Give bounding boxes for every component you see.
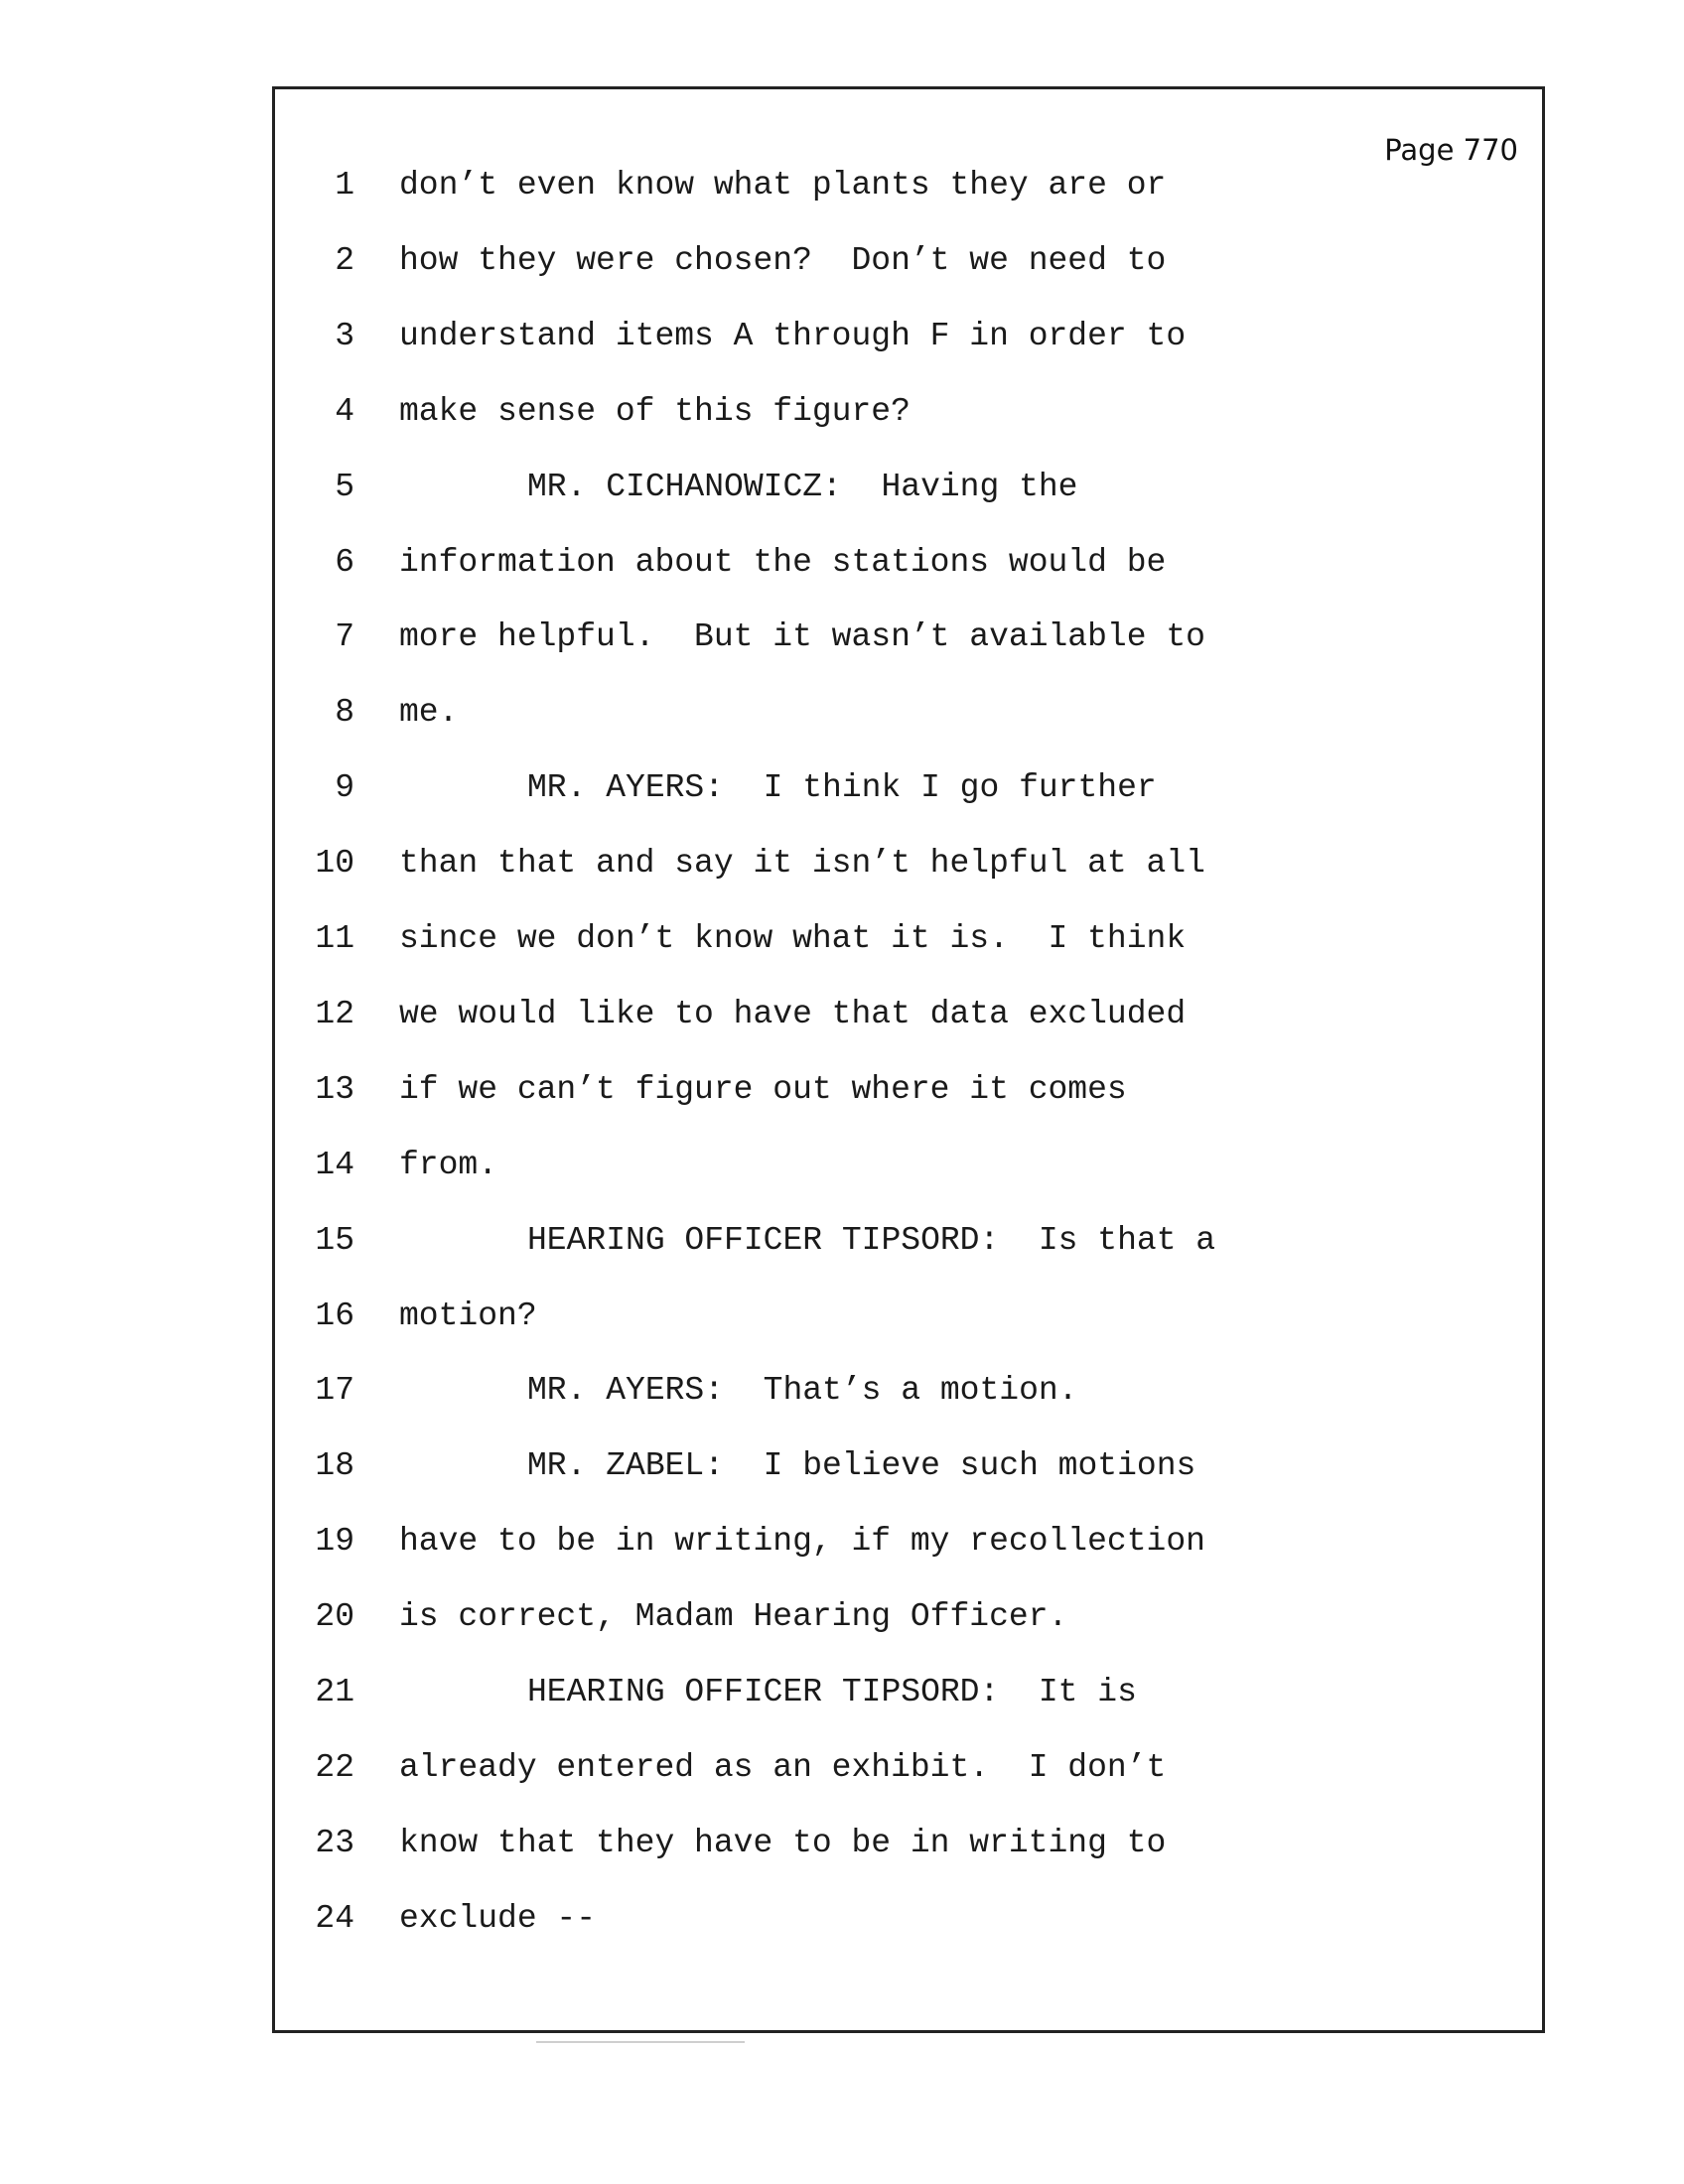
line-number: 17: [315, 1372, 354, 1410]
transcript-line: [275, 909, 1542, 969]
line-text: than that and say it isn’t helpful at all: [399, 845, 1205, 883]
line-text: MR. ZABEL: I believe such motions: [527, 1447, 1196, 1485]
transcript-line: [275, 307, 1542, 366]
transcript-line: [275, 1814, 1542, 1873]
line-number: 12: [315, 995, 354, 1032]
line-text: know that they have to be in writing to: [399, 1824, 1167, 1861]
line-number: 3: [335, 317, 354, 354]
line-text: understand items A through F in order to: [399, 317, 1187, 354]
page-number: Page 770: [1384, 133, 1518, 167]
line-number: 14: [315, 1146, 354, 1183]
transcript-line: [275, 1889, 1542, 1949]
line-text: HEARING OFFICER TIPSORD: It is: [527, 1674, 1137, 1710]
transcript-line: [275, 1060, 1542, 1120]
line-text: have to be in writing, if my recollection: [399, 1523, 1205, 1561]
line-text: make sense of this figure?: [399, 392, 911, 430]
line-text: we would like to have that data excluded: [399, 995, 1187, 1032]
line-number: 20: [315, 1598, 354, 1636]
line-text: since we don’t know what it is. I think: [399, 920, 1187, 957]
transcript-line: [275, 1663, 1542, 1722]
transcript-line: [275, 834, 1542, 893]
line-text: MR. AYERS: I think I go further: [527, 769, 1157, 807]
line-number: 24: [315, 1899, 354, 1937]
bottom-divider: [536, 2041, 745, 2043]
line-text: exclude --: [399, 1899, 597, 1937]
line-text: MR. AYERS: That’s a motion.: [527, 1372, 1078, 1410]
line-number: 23: [315, 1824, 354, 1861]
transcript-line: [275, 382, 1542, 442]
line-text: information about the stations would be: [399, 543, 1167, 581]
transcript-line: [275, 1587, 1542, 1647]
line-text: more helpful. But it wasn’t available to: [399, 618, 1205, 656]
line-number: 11: [315, 920, 354, 957]
line-number: 5: [335, 468, 354, 505]
line-text: me.: [399, 694, 459, 732]
line-number: 22: [315, 1748, 354, 1786]
line-number: 18: [315, 1447, 354, 1485]
line-number: 7: [335, 618, 354, 656]
transcript-line: [275, 985, 1542, 1044]
line-number: 1: [335, 167, 354, 204]
line-number: 15: [315, 1221, 354, 1259]
transcript-line: [275, 1211, 1542, 1271]
line-number: 4: [335, 392, 354, 430]
transcript-line: [275, 156, 1542, 215]
line-number: 6: [335, 543, 354, 581]
line-text: if we can’t figure out where it comes: [399, 1070, 1127, 1108]
line-text: from.: [399, 1146, 498, 1183]
transcript-line: [275, 608, 1542, 667]
line-number: 19: [315, 1523, 354, 1561]
line-number: 8: [335, 694, 354, 732]
line-text: how they were chosen? Don’t we need to: [399, 241, 1167, 279]
line-text: HEARING OFFICER TIPSORD: Is that a: [527, 1221, 1216, 1259]
line-text: motion?: [399, 1297, 537, 1334]
line-number: 2: [335, 241, 354, 279]
transcript-line: [275, 1738, 1542, 1798]
transcript-line: [275, 1287, 1542, 1346]
line-text: already entered as an exhibit. I don’t: [399, 1748, 1167, 1786]
transcript-line: [275, 231, 1542, 291]
line-text: is correct, Madam Hearing Officer.: [399, 1598, 1068, 1636]
transcript-line: [275, 683, 1542, 743]
transcript-line: [275, 458, 1542, 517]
transcript-line: [275, 1136, 1542, 1195]
transcript-page: [272, 86, 1545, 2033]
transcript-line: [275, 1436, 1542, 1496]
line-text: don’t even know what plants they are or: [399, 167, 1167, 204]
transcript-line: [275, 533, 1542, 593]
line-text: MR. CICHANOWICZ: Having the: [527, 468, 1078, 505]
line-number: 21: [315, 1674, 354, 1710]
line-number: 9: [335, 769, 354, 807]
transcript-line: [275, 1361, 1542, 1421]
line-number: 13: [315, 1070, 354, 1108]
line-number: 16: [315, 1297, 354, 1334]
transcript-line: [275, 1512, 1542, 1571]
transcript-line: [275, 758, 1542, 818]
line-number: 10: [315, 845, 354, 883]
